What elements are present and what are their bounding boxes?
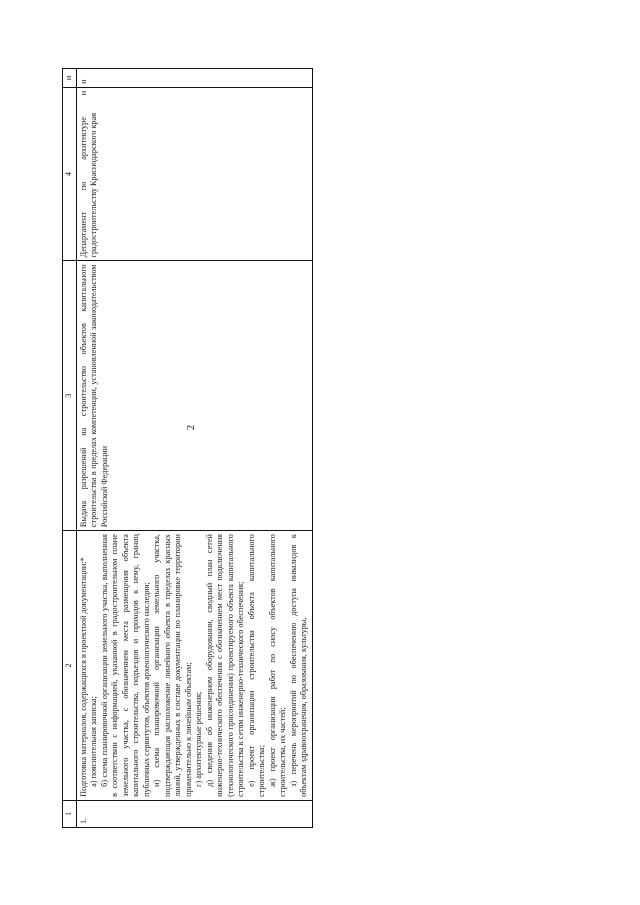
row-number: 1. xyxy=(76,800,312,827)
body-line: з) перечень мероприятий по обеспечению доступа инвалидов к объектам здравоохранения, образования, культуры, xyxy=(288,534,308,797)
column-number-2: 2 xyxy=(63,531,77,801)
row-last-cell: и xyxy=(76,69,312,88)
body-line: ж) проект организации работ по сносу объектов капитального строительства, их частей; xyxy=(267,534,287,797)
table-header-row xyxy=(63,69,77,828)
page-number: 2 xyxy=(186,424,197,430)
row-service-cell xyxy=(76,261,312,531)
column-number-5: и xyxy=(63,69,77,88)
body-line: б) схема планировочной организации земельного участка, выполненная в соответствии с информацией, указанной в градостроительном плане земельного участка, с обозначением места размещения объекта капитального строительства, подъездов и проходов к нему, границ публичных сервитутов, объектов археологического наследия; xyxy=(99,534,151,797)
body-line: а) пояснительная записка; xyxy=(89,696,98,787)
table-row xyxy=(76,69,312,828)
body-line: е) проект организации строительства объекта капитального строительства; xyxy=(246,534,266,797)
table-container xyxy=(62,68,612,828)
body-line: д) сведения об инженерном оборудовании, сводный план сетей инженерно-технического обеспечения с обозначением мест подключения (технологического присоединения) проектируемого объекта капитального строительства к сетям инженерно-технического обеспечения; xyxy=(204,534,245,797)
service-text: Выдача разрешений на строительство объектов капитального строительства в пределах компетенции, установленной законодательством Российской Федерации xyxy=(78,264,109,528)
body-line: Подготовка материалов, содержащихся в проектной документации:* xyxy=(78,557,88,797)
column-number-3: 3 xyxy=(63,261,77,531)
row-executor-cell xyxy=(76,87,312,261)
column-number-4: 4 xyxy=(63,87,77,261)
executor-text: Департамент по архитектуре и градостроительству Краснодарского края xyxy=(78,90,98,258)
document-table xyxy=(62,68,313,828)
body-line: и) схема планировочной организации земельного участка, подтверждающая расположение линейного объекта в пределах красных линий, утвержденных в составе документации по планировке территории применительно к линейным объектам; xyxy=(152,534,193,797)
row-body-cell xyxy=(76,531,312,801)
column-number-1: 1 xyxy=(63,800,77,827)
body-line: г) архитектурные решения; xyxy=(194,691,203,787)
